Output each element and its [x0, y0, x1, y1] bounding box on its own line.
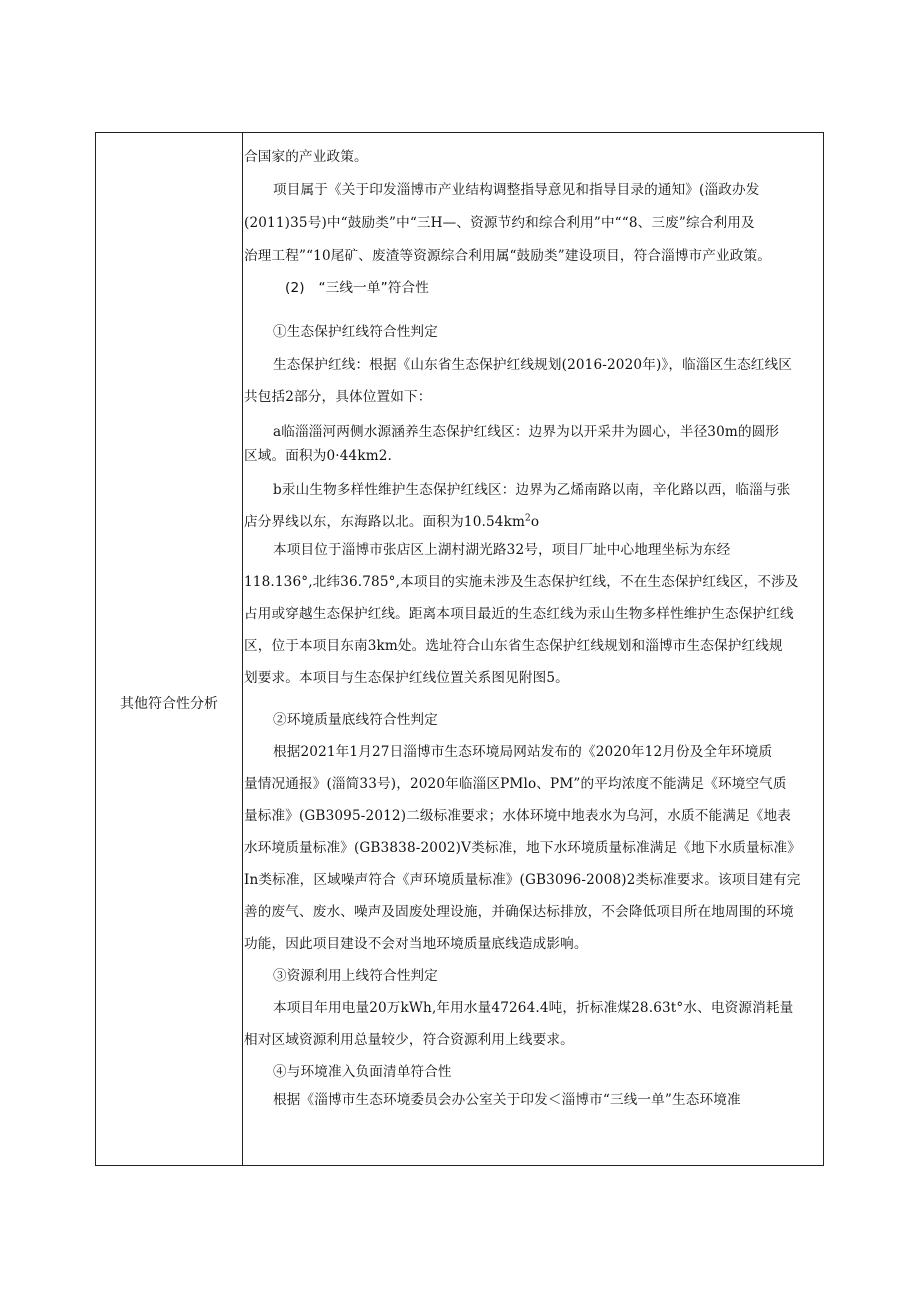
text-line: In类标准，区域噪声符合《声环境质量标准》(GB3096-2008)2类标准要求。该项目建有完: [244, 872, 801, 888]
text-line: 本项目位于淄博市张店区上湖村湖光路32号，项目厂址中心地理坐标为东经: [273, 542, 731, 558]
text-line: 118.136°,北纬36.785°,本项目的实施未涉及生态保护红线，不在生态保护红线区，不涉及: [244, 574, 799, 590]
subsection-heading: ③资源利用上线符合性判定: [273, 968, 438, 984]
text-line: 占用或穿越生态保护红线。距离本项目最近的生态红线为汞山生物多样性维护生态保护红线: [244, 606, 794, 622]
text-line: (2011)35号)中“鼓励类”中“三H—、资源节约和综合利用”中““8、三废”综合利用及: [244, 215, 755, 231]
text-line: 量标准》(GB3095-2012)二级标准要求；水体环境中地表水为乌河，水质不能满足《地表: [244, 808, 791, 824]
text-line: a临淄淄河两侧水源涵养生态保护红线区：边界为以开采井为圆心，半径30m的圆形: [273, 424, 780, 440]
text-line: 量情况通报》(淄简33号)，2020年临淄区PMlo、PM”的平均浓度不能满足《环境空气质: [244, 776, 787, 792]
section-heading: (2) “三线一单”符合性: [285, 280, 430, 296]
text-line: 区域。面积为0·44km2.: [244, 448, 393, 464]
superscript: 2: [525, 513, 531, 524]
text-line: 根据2021年1月27日淄博市生态环境局网站发布的《2020年12月份及全年环境质: [273, 744, 773, 760]
text-line: 善的废气、废水、噪声及固废处理设施，并确保达标排放，不会降低项目所在地周围的环境: [244, 904, 794, 920]
analysis-table: [95, 132, 824, 1166]
subsection-heading: ②环境质量底线符合性判定: [273, 712, 438, 728]
column-divider: [242, 133, 243, 1165]
text-line: 治理工程”“10尾矿、废渣等资源综合利用属“鼓励类”建设项目，符合淄博市产业政策。: [244, 248, 772, 264]
text-line: 共包括2部分，具体位置如下：: [244, 389, 432, 405]
text-line: 生态保护红线：根据《山东省生态保护红线规划(2016-2020年)》，临淄区生态红线区: [273, 357, 793, 373]
text-line: 划要求。本项目与生态保护红线位置关系图见附图5。: [244, 670, 569, 686]
text-line: 本项目年用电量20万kWh,年用水量47264.4吨，折标准煤28.63t°水、电资源消耗量: [273, 1000, 794, 1016]
text-line: 相对区域资源利用总量较少，符合资源利用上线要求。: [244, 1032, 574, 1048]
subsection-heading: ①生态保护红线符合性判定: [273, 324, 438, 340]
text-line: 店分界线以东，东海路以北。面积为$10.54km^2o$: [244, 513, 540, 530]
text-line: b汞山生物多样性维护生态保护红线区：边界为乙烯南路以南，辛化路以西，临淄与张: [273, 482, 791, 498]
text-line: 水环境质量标准》(GB3838-2002)V类标准，地下水环境质量标准满足《地下水质量标准》: [244, 840, 801, 856]
subsection-heading: ④与环境准入负面清单符合性: [273, 1064, 452, 1080]
row-header: 其他符合性分析: [120, 696, 218, 712]
text-line: 功能，因此项目建设不会对当地环境质量底线造成影响。: [244, 936, 588, 952]
text-line: 根据《淄博市生态环境委员会办公室关于印发＜淄博市“三线一单”生态环境准: [273, 1092, 741, 1108]
text-line: 项目属于《关于印发淄博市产业结构调整指导意见和指导目录的通知》(淄政办发: [273, 182, 760, 198]
text-line: 合国家的产业政策。: [244, 149, 368, 165]
text-line: 区，位于本项目东南3km处。选址符合山东省生态保护红线规划和淄博市生态保护红线规: [244, 638, 783, 654]
